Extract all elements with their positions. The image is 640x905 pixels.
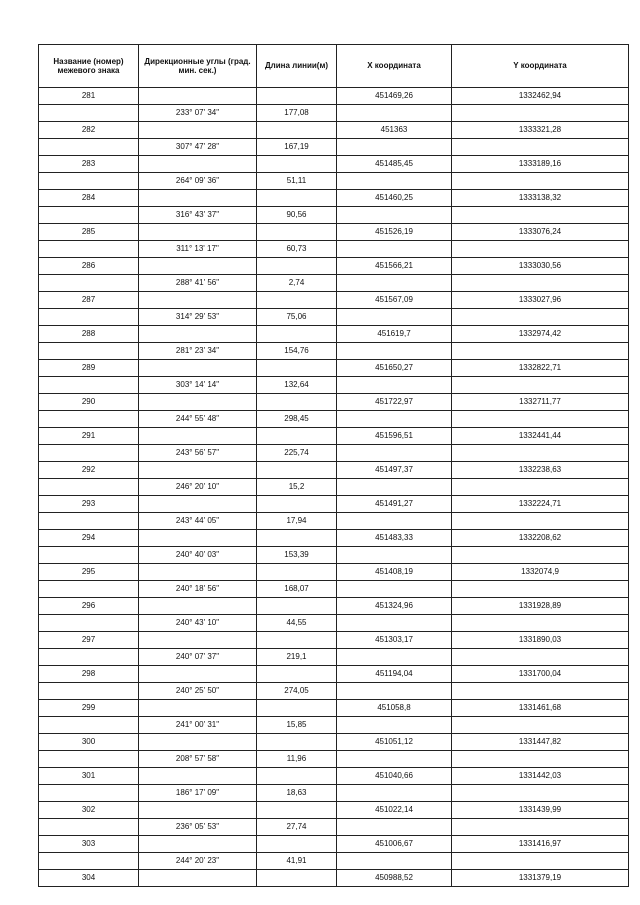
table-row: [39, 683, 629, 700]
direction-angle-cell: [139, 190, 257, 207]
direction-angle-cell: 316° 43' 37": [139, 207, 257, 224]
line-length-cell: 132,64: [257, 377, 337, 394]
y-coordinate-cell: [452, 751, 629, 768]
x-coordinate-cell: 451596,51: [337, 428, 452, 445]
line-length-cell: [257, 224, 337, 241]
x-coordinate-cell: [337, 581, 452, 598]
marker-name-cell: 293: [39, 496, 139, 513]
direction-angle-cell: 236° 05' 53": [139, 819, 257, 836]
marker-name-cell: [39, 309, 139, 326]
line-length-cell: [257, 632, 337, 649]
line-length-cell: 60,73: [257, 241, 337, 258]
y-coordinate-cell: [452, 513, 629, 530]
y-coordinate-cell: [452, 479, 629, 496]
direction-angle-cell: [139, 292, 257, 309]
table-row: [39, 411, 629, 428]
y-coordinate-cell: 1333076,24: [452, 224, 629, 241]
marker-name-cell: 285: [39, 224, 139, 241]
marker-name-cell: [39, 581, 139, 598]
marker-name-cell: [39, 649, 139, 666]
x-coordinate-cell: [337, 853, 452, 870]
line-length-cell: 219,1: [257, 649, 337, 666]
table-row: [39, 615, 629, 632]
y-coordinate-cell: [452, 139, 629, 156]
line-length-cell: [257, 428, 337, 445]
marker-name-cell: [39, 207, 139, 224]
line-length-cell: 225,74: [257, 445, 337, 462]
table-row: [39, 105, 629, 122]
y-coordinate-cell: 1332238,63: [452, 462, 629, 479]
marker-name-cell: 288: [39, 326, 139, 343]
direction-angle-cell: 314° 29' 53": [139, 309, 257, 326]
y-coordinate-cell: 1333189,16: [452, 156, 629, 173]
x-coordinate-cell: [337, 309, 452, 326]
x-coordinate-cell: [337, 445, 452, 462]
x-coordinate-cell: [337, 683, 452, 700]
line-length-cell: [257, 734, 337, 751]
direction-angle-cell: [139, 428, 257, 445]
x-coordinate-cell: 451303,17: [337, 632, 452, 649]
line-length-cell: 168,07: [257, 581, 337, 598]
y-coordinate-cell: [452, 377, 629, 394]
table-row: [39, 649, 629, 666]
line-length-cell: [257, 360, 337, 377]
line-length-cell: 154,76: [257, 343, 337, 360]
line-length-cell: 177,08: [257, 105, 337, 122]
line-length-cell: [257, 802, 337, 819]
table-row: [39, 564, 629, 581]
y-coordinate-cell: 1331890,03: [452, 632, 629, 649]
line-length-cell: [257, 666, 337, 683]
x-coordinate-cell: [337, 615, 452, 632]
marker-name-cell: [39, 173, 139, 190]
y-coordinate-cell: [452, 717, 629, 734]
marker-name-cell: 283: [39, 156, 139, 173]
line-length-cell: 274,05: [257, 683, 337, 700]
x-coordinate-cell: [337, 275, 452, 292]
direction-angle-cell: [139, 870, 257, 887]
marker-name-cell: [39, 683, 139, 700]
line-length-cell: [257, 496, 337, 513]
table-row: [39, 377, 629, 394]
marker-name-cell: 284: [39, 190, 139, 207]
document-page: [38, 44, 628, 887]
x-coordinate-cell: 451650,27: [337, 360, 452, 377]
direction-angle-cell: 208° 57' 58": [139, 751, 257, 768]
direction-angle-cell: [139, 326, 257, 343]
x-coordinate-cell: [337, 241, 452, 258]
line-length-cell: [257, 122, 337, 139]
direction-angle-cell: 233° 07' 34": [139, 105, 257, 122]
x-coordinate-cell: 451051,12: [337, 734, 452, 751]
header-y-coordinate: Y координата: [452, 45, 629, 88]
x-coordinate-cell: 451497,37: [337, 462, 452, 479]
marker-name-cell: 304: [39, 870, 139, 887]
direction-angle-cell: 288° 41' 56": [139, 275, 257, 292]
marker-name-cell: [39, 853, 139, 870]
direction-angle-cell: 311° 13' 17": [139, 241, 257, 258]
direction-angle-cell: 240° 18' 56": [139, 581, 257, 598]
table-row: [39, 445, 629, 462]
table-row: [39, 360, 629, 377]
marker-name-cell: 282: [39, 122, 139, 139]
y-coordinate-cell: [452, 411, 629, 428]
direction-angle-cell: [139, 462, 257, 479]
line-length-cell: 41,91: [257, 853, 337, 870]
y-coordinate-cell: 1333138,32: [452, 190, 629, 207]
x-coordinate-cell: 451408,19: [337, 564, 452, 581]
line-length-cell: [257, 292, 337, 309]
x-coordinate-cell: [337, 819, 452, 836]
table-row: [39, 836, 629, 853]
x-coordinate-cell: [337, 377, 452, 394]
table-row: [39, 496, 629, 513]
direction-angle-cell: [139, 700, 257, 717]
direction-angle-cell: 281° 23' 34": [139, 343, 257, 360]
x-coordinate-cell: [337, 785, 452, 802]
table-row: [39, 870, 629, 887]
direction-angle-cell: 240° 25' 50": [139, 683, 257, 700]
direction-angle-cell: 307° 47' 28": [139, 139, 257, 156]
table-row: [39, 309, 629, 326]
marker-name-cell: [39, 241, 139, 258]
boundary-coordinates-table: [38, 44, 629, 887]
line-length-cell: 44,55: [257, 615, 337, 632]
marker-name-cell: 298: [39, 666, 139, 683]
marker-name-cell: 302: [39, 802, 139, 819]
line-length-cell: 17,94: [257, 513, 337, 530]
line-length-cell: 167,19: [257, 139, 337, 156]
x-coordinate-cell: 451469,26: [337, 88, 452, 105]
y-coordinate-cell: [452, 853, 629, 870]
direction-angle-cell: [139, 156, 257, 173]
marker-name-cell: 295: [39, 564, 139, 581]
table-row: [39, 513, 629, 530]
y-coordinate-cell: [452, 309, 629, 326]
marker-name-cell: [39, 751, 139, 768]
y-coordinate-cell: [452, 785, 629, 802]
table-row: [39, 598, 629, 615]
table-row: [39, 734, 629, 751]
table-row: [39, 343, 629, 360]
direction-angle-cell: [139, 496, 257, 513]
x-coordinate-cell: 451722,97: [337, 394, 452, 411]
marker-name-cell: [39, 105, 139, 122]
table-header: [39, 45, 629, 88]
marker-name-cell: [39, 479, 139, 496]
y-coordinate-cell: 1332822,71: [452, 360, 629, 377]
y-coordinate-cell: 1331416,97: [452, 836, 629, 853]
table-row: [39, 462, 629, 479]
direction-angle-cell: 246° 20' 10": [139, 479, 257, 496]
x-coordinate-cell: 451567,09: [337, 292, 452, 309]
marker-name-cell: 296: [39, 598, 139, 615]
table-row: [39, 751, 629, 768]
line-length-cell: [257, 836, 337, 853]
x-coordinate-cell: 451460,25: [337, 190, 452, 207]
marker-name-cell: 287: [39, 292, 139, 309]
marker-name-cell: 292: [39, 462, 139, 479]
marker-name-cell: 297: [39, 632, 139, 649]
marker-name-cell: [39, 275, 139, 292]
direction-angle-cell: [139, 598, 257, 615]
direction-angle-cell: [139, 666, 257, 683]
marker-name-cell: [39, 445, 139, 462]
x-coordinate-cell: 451058,8: [337, 700, 452, 717]
table-row: [39, 428, 629, 445]
marker-name-cell: [39, 547, 139, 564]
y-coordinate-cell: 1331928,89: [452, 598, 629, 615]
y-coordinate-cell: [452, 547, 629, 564]
marker-name-cell: [39, 615, 139, 632]
line-length-cell: [257, 156, 337, 173]
line-length-cell: [257, 598, 337, 615]
table-row: [39, 547, 629, 564]
line-length-cell: [257, 326, 337, 343]
y-coordinate-cell: [452, 683, 629, 700]
line-length-cell: 90,56: [257, 207, 337, 224]
line-length-cell: [257, 700, 337, 717]
line-length-cell: 11,96: [257, 751, 337, 768]
y-coordinate-cell: 1333030,56: [452, 258, 629, 275]
marker-name-cell: 290: [39, 394, 139, 411]
direction-angle-cell: [139, 836, 257, 853]
table-row: [39, 190, 629, 207]
y-coordinate-cell: 1331447,82: [452, 734, 629, 751]
x-coordinate-cell: [337, 751, 452, 768]
y-coordinate-cell: 1331700,04: [452, 666, 629, 683]
table-row: [39, 479, 629, 496]
table-row: [39, 326, 629, 343]
table-row: [39, 581, 629, 598]
direction-angle-cell: [139, 258, 257, 275]
table-row: [39, 700, 629, 717]
x-coordinate-cell: 451324,96: [337, 598, 452, 615]
direction-angle-cell: 186° 17' 09": [139, 785, 257, 802]
y-coordinate-cell: [452, 445, 629, 462]
direction-angle-cell: 264° 09' 36": [139, 173, 257, 190]
x-coordinate-cell: 451022,14: [337, 802, 452, 819]
table-row: [39, 853, 629, 870]
table-row: [39, 207, 629, 224]
x-coordinate-cell: 451040,66: [337, 768, 452, 785]
y-coordinate-cell: 1331461,68: [452, 700, 629, 717]
line-length-cell: 15,85: [257, 717, 337, 734]
line-length-cell: [257, 258, 337, 275]
table-row: [39, 819, 629, 836]
x-coordinate-cell: 451194,04: [337, 666, 452, 683]
y-coordinate-cell: 1332074,9: [452, 564, 629, 581]
table-row: [39, 275, 629, 292]
marker-name-cell: [39, 411, 139, 428]
marker-name-cell: 281: [39, 88, 139, 105]
y-coordinate-cell: 1332974,42: [452, 326, 629, 343]
x-coordinate-cell: [337, 479, 452, 496]
line-length-cell: 18,63: [257, 785, 337, 802]
direction-angle-cell: [139, 802, 257, 819]
table-row: [39, 394, 629, 411]
line-length-cell: 2,74: [257, 275, 337, 292]
direction-angle-cell: [139, 88, 257, 105]
table-row: [39, 292, 629, 309]
header-marker-name: Название (номер) межевого знака: [39, 45, 139, 88]
marker-name-cell: 301: [39, 768, 139, 785]
x-coordinate-cell: [337, 411, 452, 428]
table-row: [39, 88, 629, 105]
x-coordinate-cell: [337, 649, 452, 666]
y-coordinate-cell: [452, 649, 629, 666]
y-coordinate-cell: [452, 241, 629, 258]
x-coordinate-cell: [337, 343, 452, 360]
y-coordinate-cell: 1332208,62: [452, 530, 629, 547]
line-length-cell: [257, 870, 337, 887]
table-row: [39, 717, 629, 734]
x-coordinate-cell: 451526,19: [337, 224, 452, 241]
x-coordinate-cell: 450988,52: [337, 870, 452, 887]
y-coordinate-cell: 1332462,94: [452, 88, 629, 105]
direction-angle-cell: [139, 360, 257, 377]
table-row: [39, 241, 629, 258]
y-coordinate-cell: [452, 207, 629, 224]
y-coordinate-cell: [452, 615, 629, 632]
marker-name-cell: 286: [39, 258, 139, 275]
x-coordinate-cell: [337, 717, 452, 734]
y-coordinate-cell: [452, 275, 629, 292]
marker-name-cell: [39, 819, 139, 836]
y-coordinate-cell: 1331442,03: [452, 768, 629, 785]
marker-name-cell: 299: [39, 700, 139, 717]
y-coordinate-cell: 1333321,28: [452, 122, 629, 139]
line-length-cell: 27,74: [257, 819, 337, 836]
direction-angle-cell: [139, 734, 257, 751]
table-row: [39, 156, 629, 173]
y-coordinate-cell: 1332711,77: [452, 394, 629, 411]
marker-name-cell: [39, 343, 139, 360]
direction-angle-cell: [139, 394, 257, 411]
direction-angle-cell: [139, 632, 257, 649]
x-coordinate-cell: [337, 513, 452, 530]
x-coordinate-cell: 451566,21: [337, 258, 452, 275]
table-row: [39, 139, 629, 156]
y-coordinate-cell: 1331379,19: [452, 870, 629, 887]
header-x-coordinate: X координата: [337, 45, 452, 88]
table-row: [39, 530, 629, 547]
direction-angle-cell: 303° 14' 14": [139, 377, 257, 394]
marker-name-cell: 291: [39, 428, 139, 445]
y-coordinate-cell: 1332441,44: [452, 428, 629, 445]
direction-angle-cell: 243° 44' 05": [139, 513, 257, 530]
line-length-cell: [257, 394, 337, 411]
direction-angle-cell: 240° 43' 10": [139, 615, 257, 632]
table-row: [39, 122, 629, 139]
x-coordinate-cell: 451485,45: [337, 156, 452, 173]
line-length-cell: [257, 564, 337, 581]
line-length-cell: 15,2: [257, 479, 337, 496]
table-row: [39, 785, 629, 802]
line-length-cell: [257, 190, 337, 207]
line-length-cell: 298,45: [257, 411, 337, 428]
direction-angle-cell: 243° 56' 57": [139, 445, 257, 462]
direction-angle-cell: 244° 55' 48": [139, 411, 257, 428]
marker-name-cell: 289: [39, 360, 139, 377]
direction-angle-cell: [139, 768, 257, 785]
x-coordinate-cell: 451619,7: [337, 326, 452, 343]
direction-angle-cell: 240° 40' 03": [139, 547, 257, 564]
line-length-cell: [257, 462, 337, 479]
marker-name-cell: 300: [39, 734, 139, 751]
marker-name-cell: [39, 513, 139, 530]
line-length-cell: [257, 88, 337, 105]
header-row: [39, 45, 629, 88]
direction-angle-cell: [139, 122, 257, 139]
line-length-cell: 51,11: [257, 173, 337, 190]
x-coordinate-cell: [337, 547, 452, 564]
table-row: [39, 173, 629, 190]
x-coordinate-cell: [337, 207, 452, 224]
x-coordinate-cell: 451006,67: [337, 836, 452, 853]
x-coordinate-cell: 451491,27: [337, 496, 452, 513]
line-length-cell: 153,39: [257, 547, 337, 564]
direction-angle-cell: 244° 20' 23": [139, 853, 257, 870]
y-coordinate-cell: [452, 343, 629, 360]
table-body: [39, 88, 629, 887]
line-length-cell: 75,06: [257, 309, 337, 326]
table-row: [39, 768, 629, 785]
header-line-length: Длина линии(м): [257, 45, 337, 88]
y-coordinate-cell: [452, 173, 629, 190]
marker-name-cell: [39, 717, 139, 734]
header-direction-angle: Дирекционные углы (град. мин. сек.): [139, 45, 257, 88]
marker-name-cell: [39, 377, 139, 394]
direction-angle-cell: [139, 224, 257, 241]
y-coordinate-cell: 1332224,71: [452, 496, 629, 513]
x-coordinate-cell: [337, 173, 452, 190]
direction-angle-cell: [139, 530, 257, 547]
table-row: [39, 224, 629, 241]
direction-angle-cell: 241° 00' 31": [139, 717, 257, 734]
table-row: [39, 802, 629, 819]
marker-name-cell: 303: [39, 836, 139, 853]
line-length-cell: [257, 530, 337, 547]
y-coordinate-cell: [452, 105, 629, 122]
y-coordinate-cell: [452, 581, 629, 598]
table-row: [39, 632, 629, 649]
x-coordinate-cell: [337, 139, 452, 156]
marker-name-cell: 294: [39, 530, 139, 547]
x-coordinate-cell: 451363: [337, 122, 452, 139]
direction-angle-cell: [139, 564, 257, 581]
y-coordinate-cell: 1331439,99: [452, 802, 629, 819]
y-coordinate-cell: [452, 819, 629, 836]
x-coordinate-cell: [337, 105, 452, 122]
y-coordinate-cell: 1333027,96: [452, 292, 629, 309]
direction-angle-cell: 240° 07' 37": [139, 649, 257, 666]
table-row: [39, 666, 629, 683]
line-length-cell: [257, 768, 337, 785]
table-row: [39, 258, 629, 275]
marker-name-cell: [39, 139, 139, 156]
marker-name-cell: [39, 785, 139, 802]
x-coordinate-cell: 451483,33: [337, 530, 452, 547]
